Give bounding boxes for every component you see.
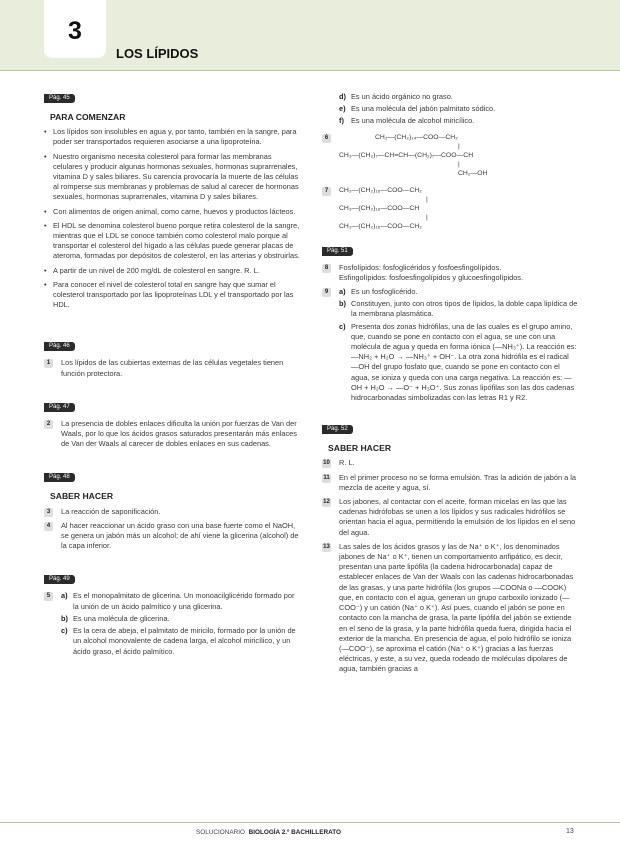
exercise-1 — [44, 358, 302, 378]
exercise-number: 13 — [323, 543, 330, 550]
sub-text: Constituyen, junto con otros tipos de lípidos, la doble capa lipídica de la membrana plasmática. — [351, 299, 578, 319]
exercise-number: 4 — [44, 522, 53, 531]
page-tag: Pág. 49 — [44, 575, 75, 584]
exercise-text: La reacción de saponificación. — [61, 506, 161, 516]
page-number: 13 — [566, 828, 574, 835]
exercise-text: R. L. — [339, 458, 355, 468]
sub-text: Es una molécula de alcohol miricílico. — [351, 116, 475, 126]
list-item: • A partir de un nivel de 200 mg/dL de colesterol en sangre. R. L. — [44, 266, 302, 276]
sub-text: Presenta dos zonas hidrófilas, una de las cuales es el grupo amino, que, cuando se pone en contacto con el agua, se une con una molécula de agua y queda en forma iónica (—NH₃⁺). La reacción es: —NH₂ + H₂O → —NH₃⁺ + OH⁻. La otra zona hidrófila es el radical —OH del grupo fosfato que, cuando se pone en contacto con el agua, se ioniza y queda con una carga negativa. La reacción es: —OH + H₂O → —O⁻ + H₃O⁺. Sus zonas lipófilas son las dos cadenas hidrocarbonadas simbolizadas con las letras R1 y R2. — [351, 321, 577, 403]
sub-label: c) — [339, 321, 346, 331]
exercise-7 — [322, 186, 578, 231]
exercise-10 — [322, 458, 578, 468]
section-p46 — [44, 340, 302, 378]
bullet-list — [44, 127, 302, 310]
list-item: • Para conocer el nivel de colesterol total en sangre hay que sumar el colesterol transportado por las lipoproteínas LDL y el transportado por las HDL. — [44, 280, 302, 311]
list-item: • Los lípidos son insolubles en agua y, por tanto, también en la sangre, para poder ser transportados requieren asociarse a una lipoproteína. — [44, 127, 302, 147]
sub-label: c) — [61, 626, 68, 636]
section-heading: SABER HACER — [328, 443, 392, 454]
sub-text: Es un ácido orgánico no graso. — [351, 92, 453, 101]
formula-bond: | — [426, 213, 428, 221]
exercise-number: 12 — [323, 499, 330, 506]
exercise-number: 8 — [322, 264, 331, 273]
sub-label: e) — [339, 104, 346, 114]
formula-line: CH₃—(CH₂)₇—CH=CH—(CH₂)₇—COO—CH — [339, 151, 474, 159]
list-item: • El HDL se denomina colesterol bueno porque retira colesterol de la sangre, mientras que el LDL se conoce también como colesterol malo porque al transportar el colesterol del hígado a las células puede generar placas de ateroma, formadas por depósitos de colesterol, en las arterias y obstruirlas. — [44, 221, 302, 262]
exercise-text: La presencia de dobles enlaces dificulta la unión por fuerzas de Van der Waals, por lo que los ácidos grasos saturados presentarán más enlaces de Van der Waals al carecer de dobles enlaces en sus cadenas. — [61, 418, 297, 449]
sub-item-b — [61, 614, 302, 624]
sub-item-d — [339, 92, 578, 102]
exercise-13 — [322, 542, 578, 675]
page-tag: Pág. 52 — [322, 425, 353, 434]
formula-bond: | — [426, 195, 428, 203]
sub-text: Es una molécula del jabón palmitato sódico. — [351, 104, 496, 114]
sub-label: d) — [339, 92, 346, 101]
sub-label: a) — [339, 287, 346, 297]
section-heading: PARA COMENZAR — [50, 112, 126, 122]
exercise-5-continued — [322, 92, 578, 127]
footer-divider — [0, 822, 620, 823]
section-p51 — [322, 245, 578, 404]
exercise-5 — [44, 591, 302, 656]
section-heading: SABER HACER — [50, 491, 114, 502]
exercise-text: Los lípidos de las cubiertas externas de las células vegetales tienen función protectora. — [61, 358, 284, 378]
sub-label: b) — [61, 613, 68, 623]
sub-label: f) — [339, 116, 344, 126]
exercise-number: 9 — [322, 288, 331, 297]
exercise-12 — [322, 497, 578, 538]
page-tag: Pág. 47 — [44, 403, 75, 412]
page-tag: Pág. 51 — [322, 247, 353, 256]
chapter-title: LOS LÍPIDOS — [116, 46, 199, 61]
page-tag: Pág. 45 — [44, 94, 75, 103]
sub-label: a) — [61, 591, 68, 601]
section-p52 — [322, 423, 578, 674]
exercise-text: Al hacer reaccionar un ácido graso con una base fuerte como el NaOH, se genera un jabón más un alcohol; de ahí viene la glicerina (alcohol) de la capa inferior. — [61, 520, 299, 551]
sub-item-c — [339, 322, 578, 404]
exercise-text: Los jabones, al contactar con el aceite, forman micelas en las que las cadenas hidrófobas se unen a los lípidos y sus radicales hidrófilos se orientan hacia el agua, permitiendo la emulsión de los lípidos en el seno del agua. — [339, 497, 576, 537]
exercise-number: 3 — [44, 508, 53, 517]
list-item: • Con alimentos de origen animal, como carne, huevos y productos lácteos. — [44, 207, 302, 217]
exercise-2 — [44, 419, 302, 450]
page-tag: Pág. 46 — [44, 342, 75, 351]
exercise-text: Fosfolípidos: fosfoglicéridos y fosfoesfingolípidos. — [339, 262, 502, 272]
sub-text: Es un fosfoglicérido. — [351, 287, 418, 297]
exercise-number: 7 — [322, 187, 331, 196]
sub-item-a — [61, 591, 302, 611]
formula-bond: | — [458, 142, 460, 150]
sub-item-e — [339, 104, 578, 114]
footer-book: BIOLOGÍA 2.º BACHILLERATO — [248, 829, 341, 836]
sub-text: Es una molécula de glicerina. — [73, 613, 170, 623]
exercise-3 — [44, 507, 302, 517]
sub-item-f — [339, 116, 578, 126]
exercise-11 — [322, 473, 578, 493]
exercise-number: 11 — [323, 474, 330, 481]
list-item: • Nuestro organismo necesita colesterol para formar las membranas celulares y producir algunas hormonas sexuales, hormonas suprarrenales, vitamina D y sales biliares. Su carencia provocaría la muerte de las células al romperse sus membranas y problemas de salud al carecer de hormonas sexuales, hormonas suprarrenales, vitamina D y sales biliares. — [44, 152, 302, 203]
exercise-4 — [44, 521, 302, 552]
page-tag: Pág. 48 — [44, 473, 75, 482]
formula-line: CH₃—(CH₂)₁₆—COO—CH₂ — [339, 222, 422, 230]
header-divider — [0, 70, 620, 71]
exercise-number: 6 — [322, 134, 331, 143]
exercise-number: 5 — [44, 592, 53, 601]
exercise-number: 1 — [44, 359, 53, 368]
section-p49 — [44, 573, 302, 656]
exercise-text: En el primer proceso no se forma emulsión. Tras la adición de jabón a la mezcla de aceite y agua, sí. — [339, 472, 577, 492]
exercise-8 — [322, 263, 578, 283]
sub-text: Es la cera de abeja, el palmitato de miricilo, formado por la unión de un alcohol monovalente de cadena larga, el alcohol miricílico, y un ácido graso, el ácido palmítico. — [73, 626, 296, 656]
formula-line: CH₃—(CH₂)₁₆—COO—CH — [339, 204, 420, 212]
exercise-6 — [322, 133, 578, 178]
formula-line: CH₃—(CH₂)₁₆—COO—CH₂ — [339, 186, 422, 194]
formula-bond: | — [458, 160, 460, 168]
sub-item-b — [339, 299, 578, 319]
right-column — [322, 92, 578, 688]
section-p48 — [44, 471, 302, 551]
sub-text: Es el monopalmitato de glicerina. Un monoacilglicérido formado por la unión de un ácido palmítico y una glicerina. — [73, 591, 295, 611]
formula-line: CH₂—OH — [458, 169, 488, 177]
exercise-number: 10 — [323, 460, 330, 467]
section-p47 — [44, 401, 302, 450]
exercise-number: 2 — [44, 420, 53, 429]
sub-label: b) — [339, 299, 346, 309]
footer-title — [196, 828, 341, 838]
footer-prefix: SOLUCIONARIO — [196, 829, 246, 836]
formula-line: CH₂—(CH₂)₁₄—COO—CH₂ — [375, 133, 458, 141]
left-column — [44, 92, 302, 670]
section-p45 — [44, 92, 302, 310]
chapter-number: 3 — [68, 17, 82, 45]
exercise-9 — [322, 287, 578, 403]
sub-item-a — [339, 287, 578, 297]
exercise-text: Esfingolípidos: fosfoesfingolípidos y glucoesfingolípidos. — [339, 272, 524, 282]
sub-item-c — [61, 626, 302, 657]
exercise-text: Las sales de los ácidos grasos y las de Na⁺ o K⁺, los denominados jabones de Na⁺ o K⁺, tienen un comportamiento anfipático, es decir, presentan una parte lipófila (la cadena hidrocarbonada) capaz de establecer enlaces de Van der Waals con las cadenas hidrocarbonadas de las grasas, y una parte hidrófila (los grupos —COONa o —COOK) que, en contacto con el agua, generan un grupo carboxilo ionizado (—COO⁻) y un catión (Na⁺ o K⁺). Así pues, cuando el jabón se pone en contacto con la mancha de grasa, la parte lipófila del jabón se extiende en el seno de la grasa, y la parte hidrófila queda fuera, dirigida hacia el exterior de la mancha. En presencia de agua, el polo hidrófilo se ioniza (—COO⁻), se aproxima el catión (Na⁺ o K⁺) gracias a las fuerzas eléctricas, y este, a su vez, queda rodeado de moléculas dipolares de agua, también gracias a — [339, 541, 574, 674]
